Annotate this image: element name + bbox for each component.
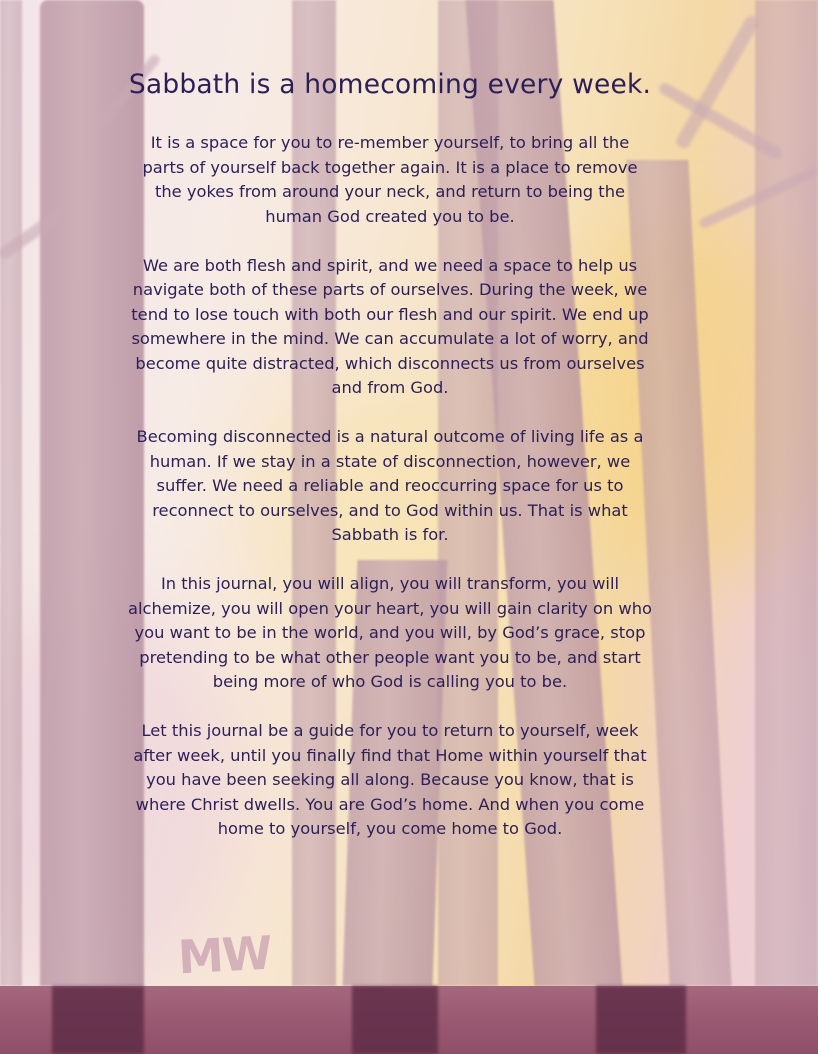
page-title: Sabbath is a homecoming every week. (128, 69, 652, 100)
tree-trunk-base (52, 986, 144, 1054)
paragraph: Becoming disconnected is a natural outcome of living life as a human. If we stay in a state of disconnection, however, we suffer. We need a reliable and reoccurring space for us to reconnect to ourselves, and to God within us. That is what Sabbath is for. (136, 427, 644, 544)
tree-trunk-base (596, 986, 686, 1054)
artist-signature: MW (176, 925, 272, 985)
paragraph: In this journal, you will align, you will transform, you will alchemize, you will open your heart, you will gain clarity on who you want to be in the world, and you will, by God’s grace, stop pretending to be what other people want you to be, and start being more of who God is calling you to be. (128, 574, 652, 691)
paragraph: It is a space for you to re-member yourself, to bring all the parts of yourself back together again. It is a place to remove the yokes from around your neck, and return to being the human God created you to be. (142, 133, 638, 226)
tree-trunk (0, 0, 22, 986)
document-body (128, 64, 652, 866)
paragraph: We are both flesh and spirit, and we need a space to help us navigate both of these parts of ourselves. During the week, we tend to lose touch with both our flesh and our spirit. We end up somewhere in the mind. We can accumulate a lot of worry, and become quite distracted, which disconnects us from ourselves and from God. (131, 255, 649, 397)
paragraph: Let this journal be a guide for you to return to yourself, week after week, until you finally find that Home within yourself that you have been seeking all along. Because you know, that is where Christ dwells. You are God’s home. And when you come home to yourself, you come home to God. (133, 721, 647, 838)
tree-trunk-base (352, 986, 438, 1054)
